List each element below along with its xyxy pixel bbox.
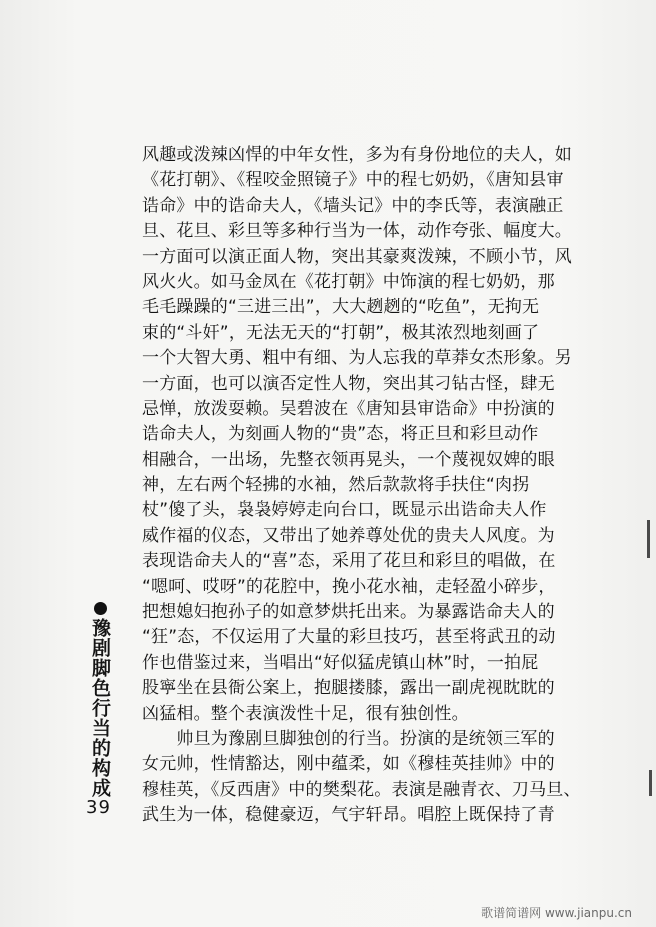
page-number: 39 (86, 797, 111, 818)
scan-edge-mark (647, 520, 650, 558)
text-line: “嗯呵、哎呀”的花腔中，挽小花水袖，走轻盈小碎步， (142, 576, 556, 597)
text-line: 帅旦为豫剧旦脚独创的行当。扮演的是统领三军的 (142, 728, 555, 749)
text-line: 毛毛躁躁的“三进三出”，大大趔趔的“吃鱼”，无拘无 (142, 297, 540, 318)
text-line: 风趣或泼辣凶悍的中年女性，多为有身份地位的夫人，如 (142, 145, 572, 165)
text-line: 神，左右两个轻拂的水袖，然后款款将手扶住“肉拐 (142, 475, 530, 496)
text-line: 一方面，也可以演否定性人物，突出其刁钻古怪，肆无 (142, 373, 555, 394)
text-line: 武生为一体，稳健豪迈，气宇轩昂。唱腔上既保持了青 (142, 805, 555, 826)
text-line: 杖”傻了头，袅袅婷婷走向台口，既显示出诰命夫人作 (142, 500, 547, 521)
text-line: 凶猛相。整个表演泼性十足，很有独创性。 (142, 703, 469, 724)
text-line: “狂”态，不仅运用了大量的彩旦技巧，甚至将武丑的动 (142, 627, 556, 648)
text-line: 作也借鉴过来，当唱出“好似猛虎镇山林”时，一拍屁 (142, 652, 539, 673)
chapter-title-vertical: 豫剧脚色行当的构成 (89, 618, 111, 798)
text-line: 把想媳妇抱孙子的如意梦烘托出来。为暴露诰命夫人的 (142, 602, 555, 623)
text-line: 旦、花旦、彩旦等多种行当为一体，动作夸张、幅度大。 (142, 221, 572, 242)
text-line: 女元帅，性情豁达，刚中蕴柔，如《穆桂英挂帅》中的 (142, 754, 555, 775)
text-line: 威作福的仪态，又带出了她养尊处优的贵夫人风度。为 (142, 525, 555, 546)
chapter-sidebar (88, 602, 112, 798)
text-line: 一方面可以演正面人物，突出其豪爽泼辣，不顾小节，风 (142, 246, 572, 267)
text-line: 股寧坐在县衙公案上，抱腿搂膝，露出一副虎视眈眈的 (142, 678, 555, 699)
site-watermark: 歌谱简谱网 www.jianpu.cn (481, 906, 632, 920)
text-line: 穆桂英，《反西唐》中的樊梨花。表演是融青衣、刀马旦、 (142, 779, 581, 800)
text-line: 《花打朝》、《程咬金照镜子》中的程七奶奶，《唐知县审 (142, 170, 564, 191)
text-line: 忌惮，放泼耍赖。吴碧波在《唐知县审诰命》中扮演的 (142, 398, 555, 419)
text-line: 诰命夫人，为刻画人物的“贵”态，将正旦和彩旦动作 (142, 424, 539, 445)
bullet-dot-icon (94, 602, 107, 615)
text-line: 一个大智大勇、粗中有细、为人忘我的草莽女杰形象。另 (142, 348, 572, 369)
text-line: 表现诰命夫人的“喜”态，采用了花旦和彩旦的唱做，在 (142, 551, 556, 572)
text-line: 诰命》中的诰命夫人，《墙头记》中的李氏等，表演融正 (142, 195, 564, 216)
text-line: 相融合，一出场，先整衣领再晃头，一个蔑视奴婢的眼 (142, 449, 555, 470)
text-line: 风火火。如马金凤在《花打朝》中饰演的程七奶奶，那 (142, 271, 555, 292)
scan-edge-mark (649, 770, 652, 796)
text-line: 束的“斗奸”，无法无天的“打朝”，极其浓烈地刻画了 (142, 322, 540, 343)
body-text (142, 143, 582, 829)
